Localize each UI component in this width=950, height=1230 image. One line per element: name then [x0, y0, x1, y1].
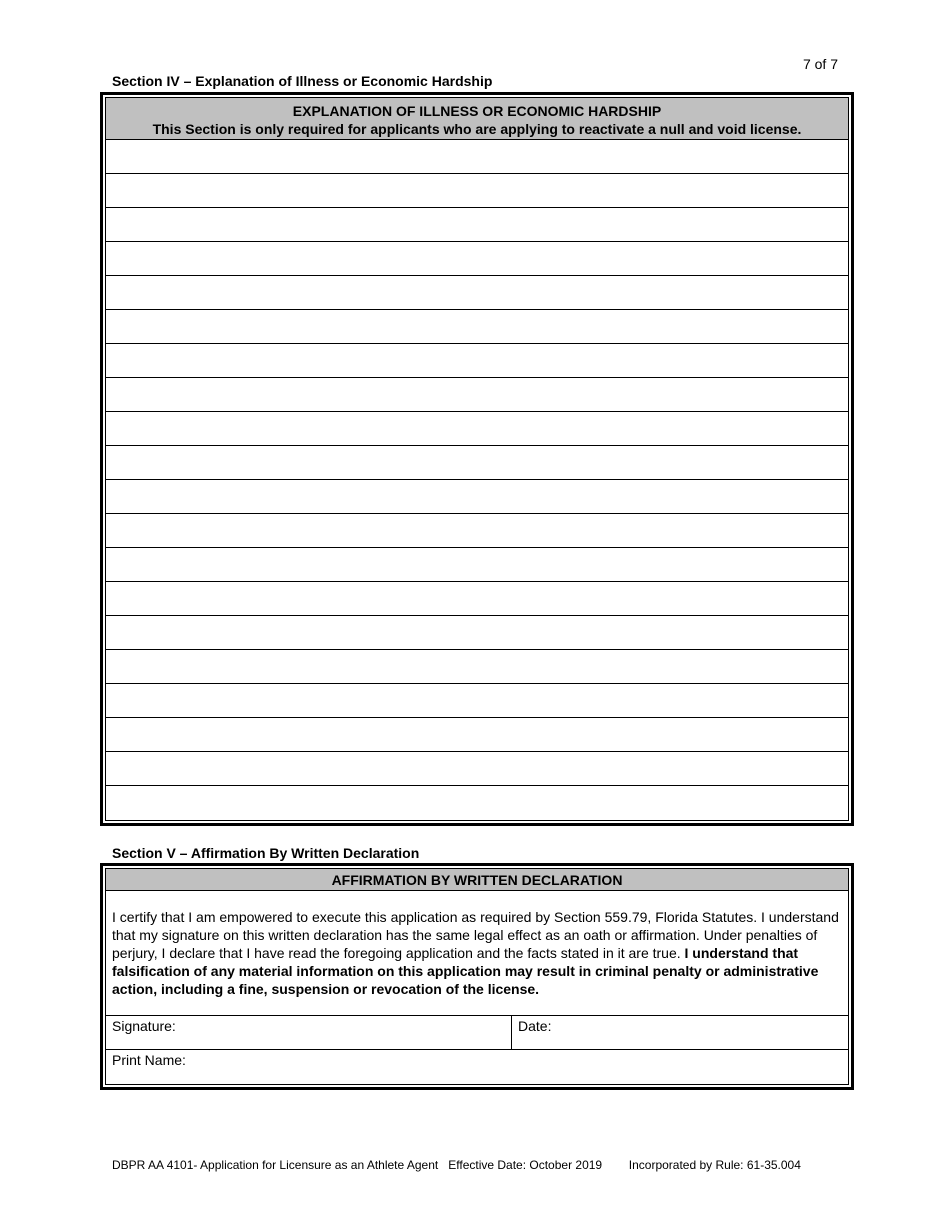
- section-v-heading: Section V – Affirmation By Written Declaration: [112, 845, 420, 861]
- footer-rule: Incorporated by Rule: 61-35.004: [628, 1158, 801, 1172]
- explanation-lines: [106, 140, 848, 820]
- explanation-line[interactable]: [106, 344, 848, 378]
- explanation-line[interactable]: [106, 718, 848, 752]
- affirmation-box: [100, 863, 854, 1090]
- illness-hardship-box: [100, 92, 854, 826]
- explanation-line[interactable]: [106, 140, 848, 174]
- print-name-row: [106, 1050, 848, 1084]
- declaration-text: [106, 891, 848, 1016]
- print-name-field[interactable]: [106, 1050, 848, 1084]
- explanation-line[interactable]: [106, 412, 848, 446]
- illness-hardship-header: [106, 98, 848, 140]
- explanation-line[interactable]: [106, 310, 848, 344]
- explanation-line[interactable]: [106, 378, 848, 412]
- footer-effective-date: Effective Date: October 2019: [448, 1158, 603, 1172]
- affirmation-header: AFFIRMATION BY WRITTEN DECLARATION: [106, 869, 848, 891]
- date-field[interactable]: [512, 1016, 848, 1049]
- explanation-line[interactable]: [106, 446, 848, 480]
- explanation-line[interactable]: [106, 480, 848, 514]
- explanation-line[interactable]: [106, 276, 848, 310]
- signature-field[interactable]: [106, 1016, 512, 1049]
- date-label: Date:: [518, 1018, 552, 1034]
- print-name-label: Print Name:: [112, 1052, 186, 1068]
- explanation-line[interactable]: [106, 616, 848, 650]
- section-iv-heading: Section IV – Explanation of Illness or Economic Hardship: [112, 73, 493, 89]
- page-number: 7 of 7: [802, 56, 838, 72]
- signature-row: [106, 1016, 848, 1050]
- illness-hardship-title: EXPLANATION OF ILLNESS OR ECONOMIC HARDSHIP: [292, 103, 662, 119]
- explanation-line[interactable]: [106, 548, 848, 582]
- declaration-plain: I certify that I am empowered to execute this application as required by Section 559.79, Florida Statutes. I understand that my signature on this written declaration has the same legal effect as an oath or affirmation. Under penalties of perjury, I declare that I have read the foregoing application and the facts stated in it are true.: [112, 909, 839, 961]
- explanation-line[interactable]: [106, 242, 848, 276]
- signature-label: Signature:: [112, 1018, 176, 1034]
- explanation-line[interactable]: [106, 786, 848, 820]
- explanation-line[interactable]: [106, 684, 848, 718]
- explanation-line[interactable]: [106, 174, 848, 208]
- explanation-line[interactable]: [106, 514, 848, 548]
- illness-hardship-subtitle: This Section is only required for applicants who are applying to reactivate a null and void license.: [152, 121, 802, 137]
- explanation-line[interactable]: [106, 752, 848, 786]
- declaration-bold: I understand that falsification of any material information on this application may result in criminal penalty or administrative action, including a fine, suspension or revocation of the license.: [112, 945, 819, 997]
- explanation-line[interactable]: [106, 650, 848, 684]
- footer: [112, 1158, 801, 1172]
- explanation-line[interactable]: [106, 582, 848, 616]
- footer-form-id: DBPR AA 4101- Application for Licensure as an Athlete Agent: [112, 1158, 439, 1172]
- explanation-line[interactable]: [106, 208, 848, 242]
